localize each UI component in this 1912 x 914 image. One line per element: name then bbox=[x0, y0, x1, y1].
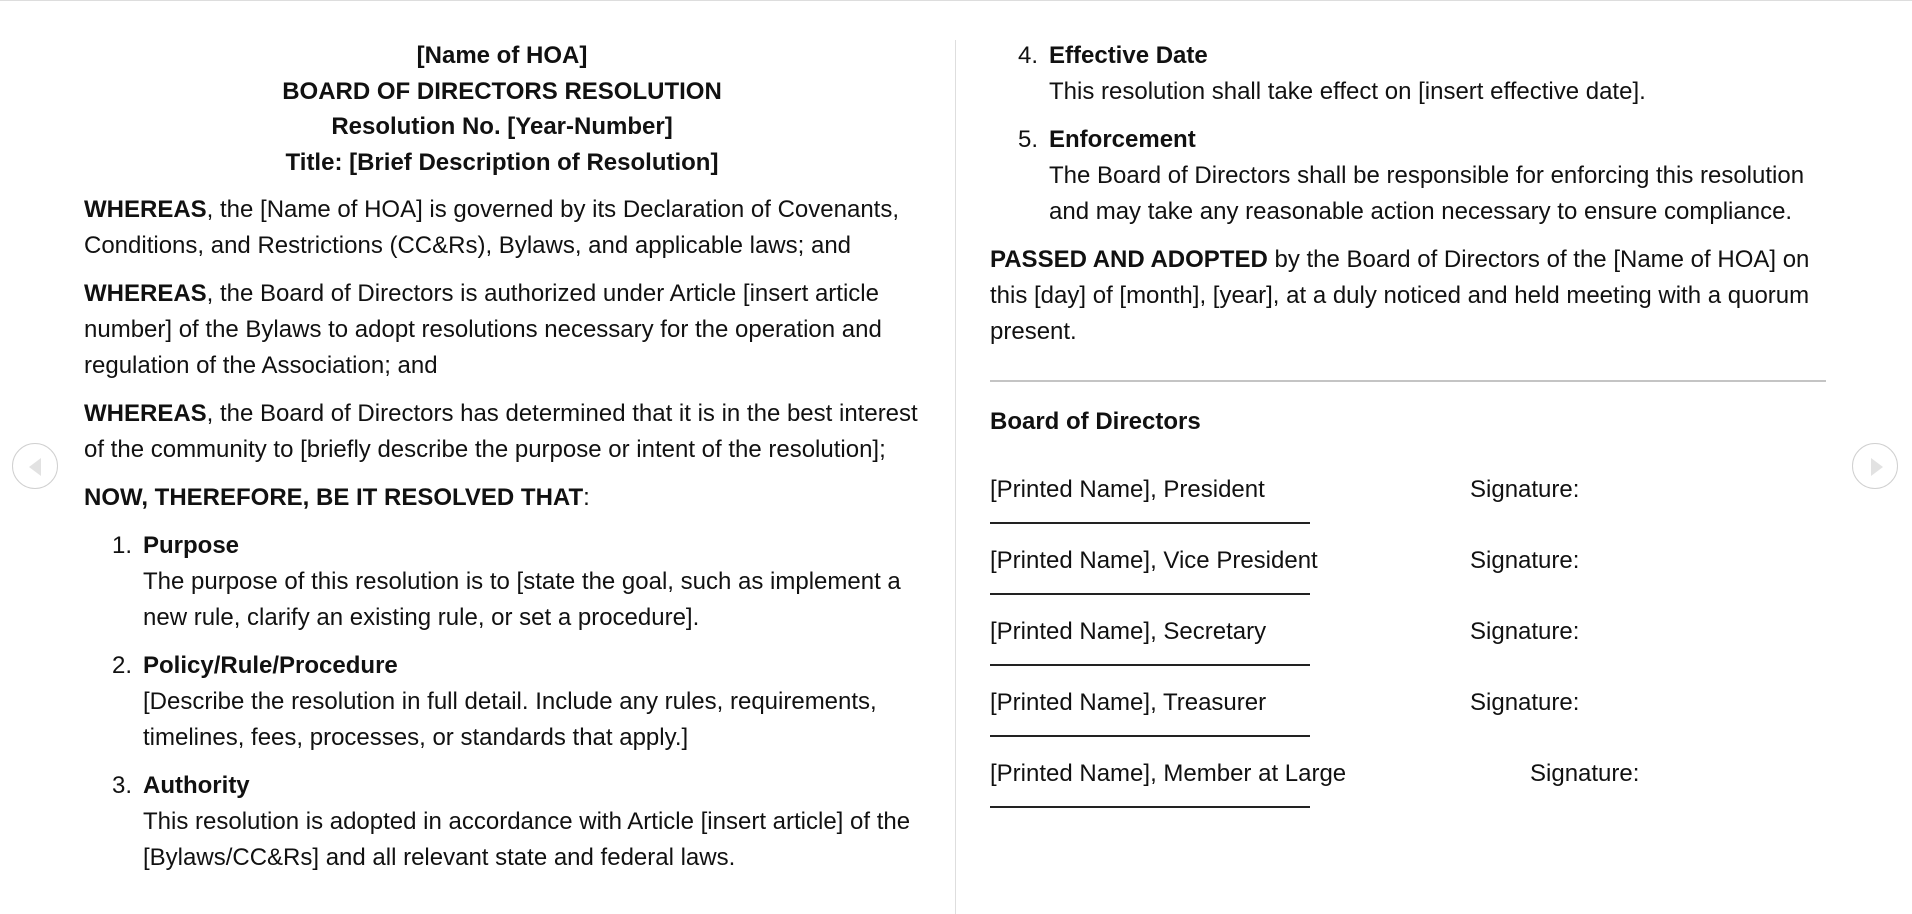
item-title: Purpose bbox=[143, 532, 240, 559]
member-name: [Printed Name], Secretary bbox=[990, 618, 1267, 645]
resolved-clause bbox=[84, 480, 924, 516]
signature-row bbox=[990, 614, 1826, 685]
item-title: Authority bbox=[143, 772, 250, 799]
whereas-clause bbox=[84, 276, 924, 384]
item-number: 1. bbox=[112, 532, 133, 559]
item-body: The Board of Directors shall be responsible for enforcing this resolution and may take any reasonable action necessary to ensure compliance. bbox=[1049, 162, 1805, 225]
section-divider bbox=[990, 380, 1826, 382]
signature-line bbox=[990, 522, 1310, 524]
item-title: Enforcement bbox=[1049, 126, 1196, 153]
whereas-keyword: WHEREAS bbox=[84, 196, 207, 223]
signature-label: Signature: bbox=[1470, 689, 1580, 716]
next-page-button[interactable] bbox=[1852, 443, 1898, 489]
member-name: [Printed Name], Member at Large bbox=[990, 760, 1347, 787]
item-number: 4. bbox=[1018, 42, 1039, 69]
top-border bbox=[0, 0, 1912, 1]
signature-line bbox=[990, 806, 1310, 808]
org-name: [Name of HOA] bbox=[416, 42, 588, 69]
signature-label: Signature: bbox=[1470, 547, 1580, 574]
item-number: 2. bbox=[112, 652, 133, 679]
whereas-keyword: WHEREAS bbox=[84, 400, 207, 427]
signature-label: Signature: bbox=[1530, 760, 1640, 787]
signature-label: Signature: bbox=[1470, 476, 1580, 503]
signature-row bbox=[990, 472, 1826, 543]
whereas-text: , the [Name of HOA] is governed by its Declaration of Covenants, Conditions, and Restrictions (CC&Rs), Bylaws, and applicable laws; and bbox=[84, 196, 900, 259]
member-name: [Printed Name], President bbox=[990, 476, 1265, 503]
whereas-text: , the Board of Directors has determined that it is in the best interest of the community to [briefly describe the purpose or intent of the resolution]; bbox=[84, 400, 918, 463]
item-body: [Describe the resolution in full detail. Include any rules, requirements, timelines, fees, processes, or standards that apply.] bbox=[143, 688, 877, 751]
item-title: Effective Date bbox=[1049, 42, 1208, 69]
signature-line bbox=[990, 593, 1310, 595]
item-title: Policy/Rule/Procedure bbox=[143, 652, 398, 679]
previous-page-button[interactable] bbox=[12, 443, 58, 489]
resolution-item bbox=[990, 38, 1830, 110]
resolution-subject: Title: [Brief Description of Resolution] bbox=[285, 148, 719, 176]
resolution-item bbox=[990, 122, 1830, 230]
passed-keyword: PASSED AND ADOPTED bbox=[990, 246, 1268, 273]
right-page bbox=[990, 38, 1830, 827]
item-body: This resolution shall take effect on [insert effective date]. bbox=[1049, 78, 1646, 105]
item-number: 5. bbox=[1018, 126, 1039, 153]
passed-text: by the Board of Directors of the [Name of HOA] on this [day] of [month], [year], at a duly noticed and held meeting with a quorum present. bbox=[990, 246, 1810, 345]
whereas-text: , the Board of Directors is authorized under Article [insert article number] of the Bylaws to adopt resolutions necessary for the operation and regulation of the Association; and bbox=[84, 280, 882, 379]
signature-row bbox=[990, 543, 1826, 614]
member-name: [Printed Name], Treasurer bbox=[990, 689, 1267, 716]
chevron-left-icon bbox=[13, 444, 59, 490]
resolution-item bbox=[84, 648, 924, 756]
resolution-item bbox=[84, 528, 924, 636]
resolution-item bbox=[84, 768, 924, 876]
signature-row bbox=[990, 756, 1826, 827]
left-page bbox=[84, 38, 924, 888]
resolved-text: NOW, THEREFORE, BE IT RESOLVED THAT bbox=[84, 484, 584, 511]
passed-adopted-clause bbox=[990, 242, 1830, 350]
item-body: The purpose of this resolution is to [state the goal, such as implement a new rule, clarify an existing rule, or set a procedure]. bbox=[143, 568, 901, 631]
chevron-right-icon bbox=[1853, 444, 1899, 490]
member-name: [Printed Name], Vice President bbox=[990, 547, 1318, 574]
resolution-number: Resolution No. [Year-Number] bbox=[331, 113, 673, 140]
page-divider bbox=[955, 40, 956, 914]
signature-row bbox=[990, 685, 1826, 756]
whereas-clause bbox=[84, 396, 924, 468]
whereas-keyword: WHEREAS bbox=[84, 280, 207, 307]
item-number: 3. bbox=[112, 772, 133, 799]
document-header bbox=[84, 38, 920, 180]
signature-label: Signature: bbox=[1470, 618, 1580, 645]
signature-line bbox=[990, 735, 1310, 737]
whereas-clause bbox=[84, 192, 924, 264]
resolved-colon: : bbox=[583, 484, 590, 511]
document-title: BOARD OF DIRECTORS RESOLUTION bbox=[282, 77, 722, 105]
board-title: Board of Directors bbox=[990, 408, 1201, 435]
signature-line bbox=[990, 664, 1310, 666]
item-body: This resolution is adopted in accordance with Article [insert article] of the [Bylaws/CC&Rs] and all relevant state and federal laws. bbox=[143, 808, 911, 871]
signature-block bbox=[990, 472, 1826, 827]
